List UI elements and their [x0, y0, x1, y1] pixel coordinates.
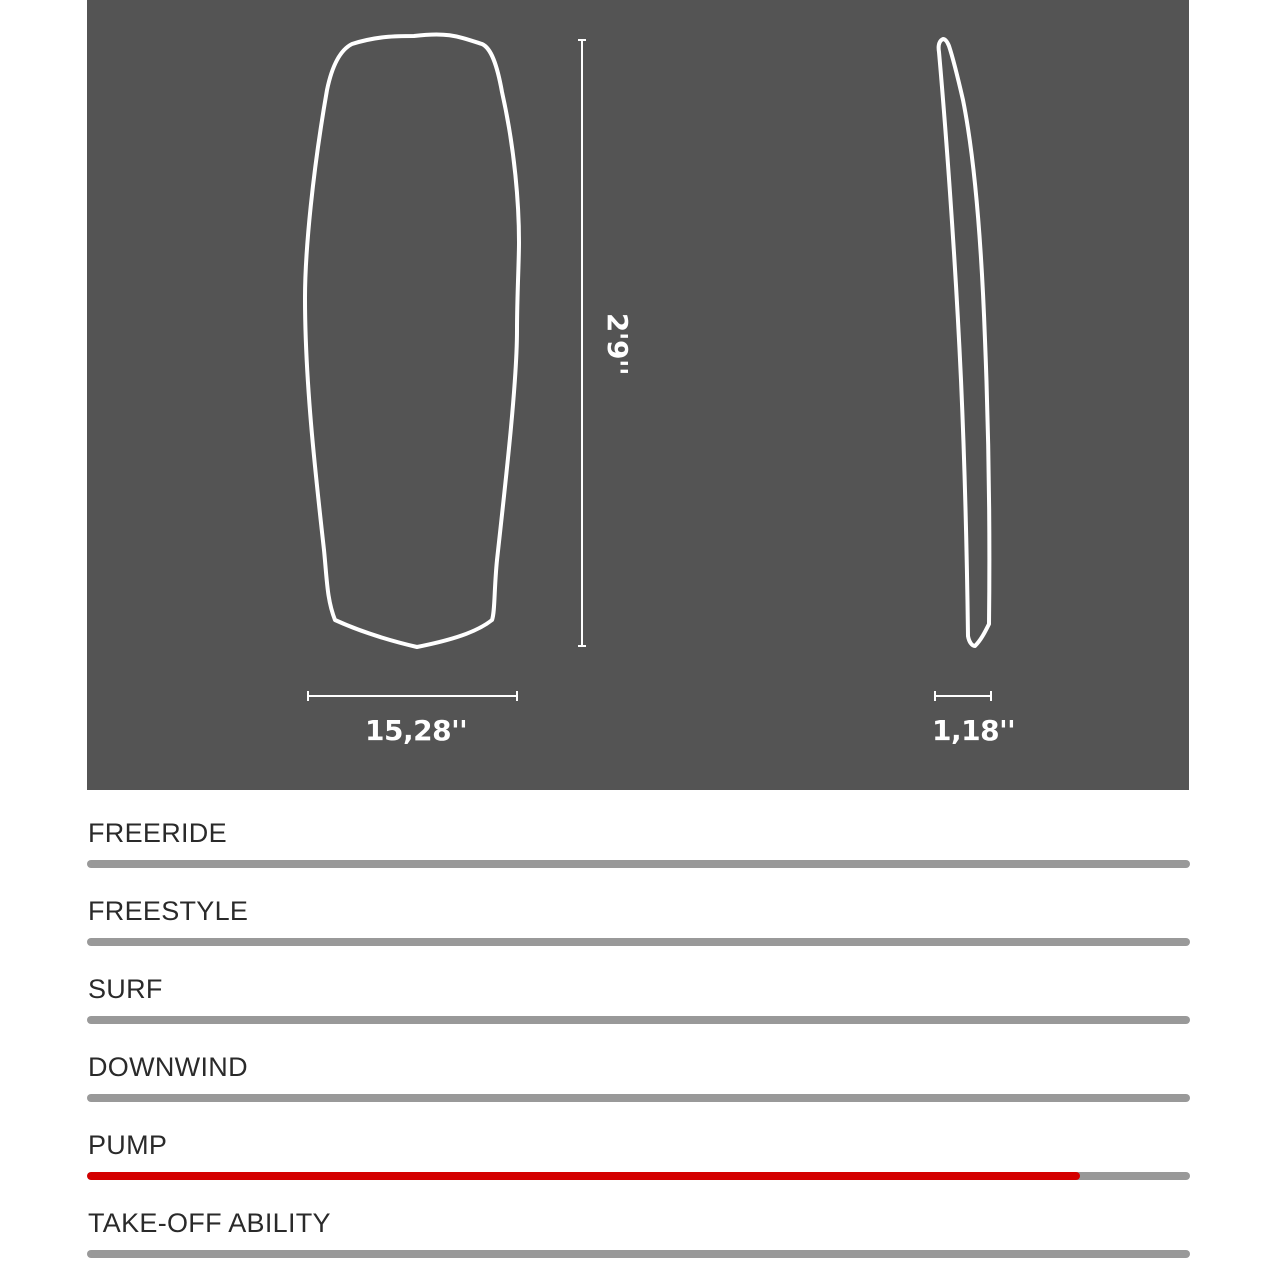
width-label: 15,28''	[365, 714, 468, 747]
rating-bar	[87, 1094, 1190, 1102]
rating-row-freestyle	[87, 890, 1190, 968]
rating-row-downwind	[87, 1046, 1190, 1124]
rating-bar	[87, 1250, 1190, 1258]
rating-label: FREESTYLE	[88, 896, 249, 926]
thickness-dimension-line	[935, 691, 991, 701]
rating-label: DOWNWIND	[88, 1052, 248, 1082]
rating-bar	[87, 1172, 1190, 1180]
board-top-view-outline	[305, 34, 519, 647]
board-dimensions-diagram	[87, 0, 1189, 790]
rating-row-surf	[87, 968, 1190, 1046]
board-side-view-outline	[939, 39, 990, 646]
thickness-label: 1,18''	[932, 714, 1016, 747]
width-dimension-line	[308, 691, 517, 701]
rating-label: PUMP	[88, 1130, 168, 1160]
rating-bar	[87, 938, 1190, 946]
board-outline-drawing	[87, 0, 1189, 790]
ratings-list	[87, 812, 1190, 1280]
rating-row-freeride	[87, 812, 1190, 890]
length-dimension-line	[578, 40, 586, 646]
rating-bar-fill	[87, 1172, 1080, 1180]
rating-row-take-off-ability	[87, 1202, 1190, 1280]
rating-bar	[87, 860, 1190, 868]
rating-label: FREERIDE	[88, 818, 227, 848]
length-label: 2'9''	[601, 312, 634, 376]
rating-bar	[87, 1016, 1190, 1024]
rating-row-pump	[87, 1124, 1190, 1202]
rating-label: SURF	[88, 974, 163, 1004]
rating-label: TAKE-OFF ABILITY	[88, 1208, 331, 1238]
